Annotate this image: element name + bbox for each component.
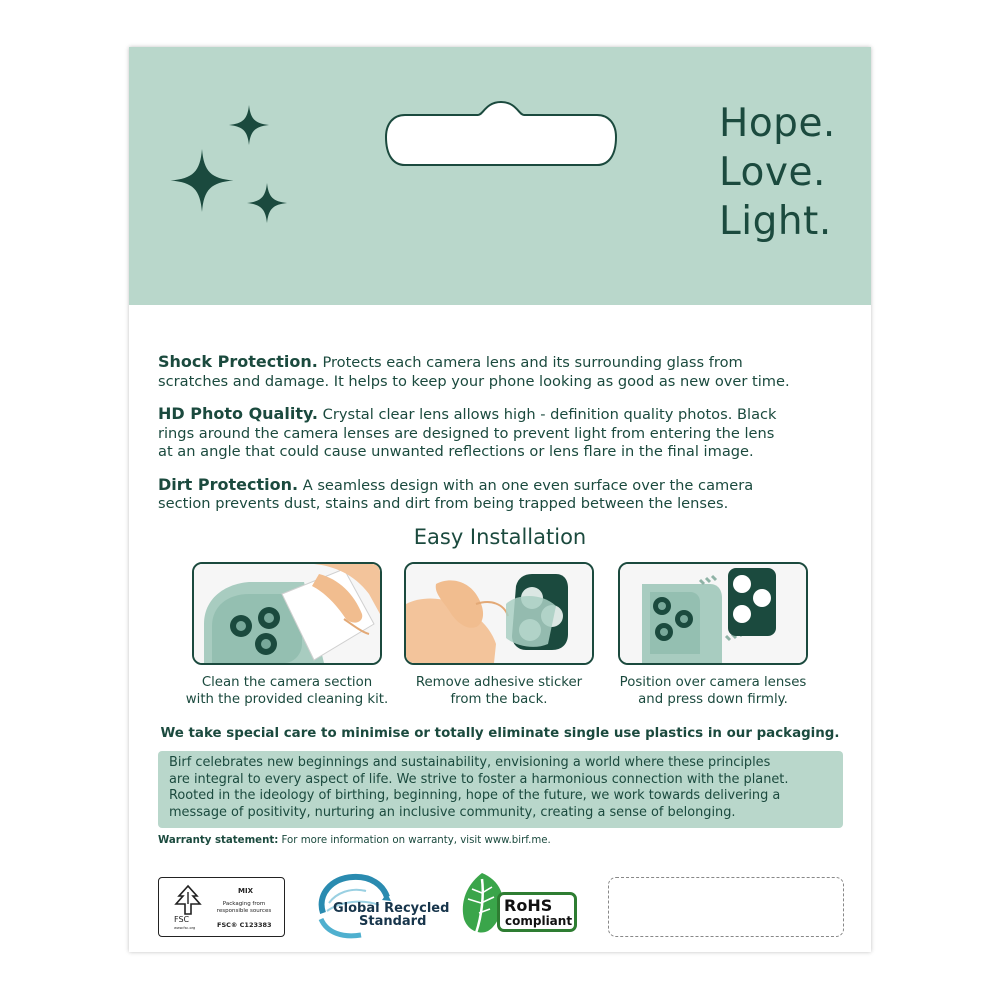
fsc-brand: FSC [174,915,190,924]
rohs-logo [458,871,573,941]
brand-statement [158,751,843,828]
feature-text: A seamless design with an one even surface over the camera [302,476,754,494]
feature-text: scratches and damage. It helps to keep your phone looking as good as new over time. [158,372,790,390]
header-panel [129,47,871,305]
rohs-title: RoHS [504,896,553,915]
feature-dirt-protection [158,476,848,514]
tagline-line-3: Light. [719,199,832,244]
fsc-mix: MIX [238,887,253,895]
fsc-website: www.fsc.org [174,926,196,930]
install-step-peel [404,562,594,708]
peel-sticker-illustration [404,562,594,665]
feature-text: Crystal clear lens allows high - definition quality photos. Black [322,406,777,423]
step-caption [172,674,402,708]
fsc-code: FSC® C123383 [217,921,272,929]
warranty-text: For more information on warranty, visit www.birf.me. [281,835,551,846]
installation-title: Easy Installation [413,525,587,549]
packaging-card [129,47,871,952]
install-step-clean [185,562,389,708]
feature-title: Shock Protection. [158,352,318,371]
feature-title: HD Photo Quality. [158,404,319,423]
warranty-label: Warranty statement: [158,835,279,846]
feature-title: Dirt Protection. [158,474,299,494]
step-caption-line: and press down firmly. [638,692,788,707]
brand-statement-line: message of positivity, nurturing an inclusive community, creating a sense of belonging. [169,804,736,820]
install-step-apply [618,562,808,708]
step-caption-line: Remove adhesive sticker [415,675,583,690]
fsc-packaging [213,901,275,914]
feature-text: at an angle that could cause unwanted reflections or lens flare in the final image. [158,443,754,460]
packaging-care-note: We take special care to minimise or totally eliminate single use plastics in our packaging. [160,726,840,741]
brand-statement-line: Birf celebrates new beginnings and sustainability, envisioning a world where these principles [169,755,771,770]
brand-statement-line: are integral to every aspect of life. We strive to foster a harmonious connection with the planet. [169,771,789,787]
cleaning-illustration [192,562,382,665]
tagline [719,99,836,246]
warranty-statement [158,835,551,846]
fsc-tree-icon [171,884,205,916]
tagline-line-2: Love. [719,150,826,195]
tagline-line-1: Hope. [719,101,836,146]
step-caption [384,674,614,708]
grs-line-1: Global Recycled [333,901,450,916]
feature-text: Protects each camera lens and its surrounding glass from [322,354,743,371]
feature-hd-photo-quality [158,405,848,462]
sparkles-icon [169,105,294,235]
feature-shock-protection [158,353,848,391]
fsc-packaging-line: Packaging from [222,901,266,907]
step-caption-line: Clean the camera section [201,675,373,690]
rohs-subtitle: compliant [505,914,573,928]
fsc-packaging-line: responsible sources [216,907,272,914]
hang-hole-icon [383,99,619,171]
step-caption-line: from the back. [450,692,548,707]
step-caption-line: with the provided cleaning kit. [185,692,389,707]
features-list [158,353,848,528]
feature-text: section prevents dust, stains and dirt from being trapped between the lenses. [158,495,729,512]
brand-statement-line: Rooted in the ideology of birthing, beginning, hope of the future, we work towards delivering a [169,788,781,804]
step-caption-line: Position over camera lenses [619,675,807,690]
global-recycled-standard-logo [311,873,450,943]
grs-line-2: Standard [359,914,427,929]
fsc-logo [158,877,285,937]
feature-text: rings around the camera lenses are designed to prevent light from entering the lens [158,424,775,442]
step-caption [598,674,828,708]
apply-protector-illustration [618,562,808,665]
barcode-placeholder [608,877,844,937]
